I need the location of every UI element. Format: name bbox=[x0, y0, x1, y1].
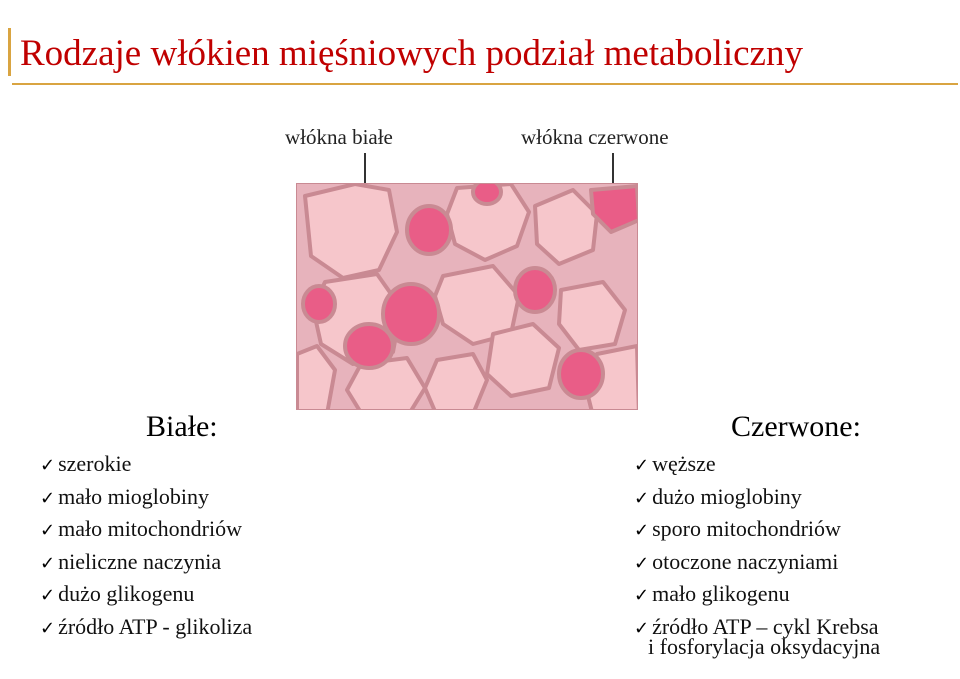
list-item-text: otoczone naczyniami bbox=[652, 548, 839, 574]
title-accent-bar bbox=[8, 28, 11, 76]
check-icon: ✓ bbox=[40, 455, 56, 476]
list-item-text: mało glikogenu bbox=[652, 581, 790, 606]
check-icon: ✓ bbox=[40, 617, 56, 639]
list-item bbox=[634, 579, 879, 612]
check-icon: ✓ bbox=[40, 552, 56, 574]
list-item bbox=[634, 449, 879, 482]
list-item bbox=[634, 514, 879, 547]
list-item-text: mało mioglobiny bbox=[58, 483, 210, 509]
check-icon: ✓ bbox=[40, 487, 56, 509]
list-item bbox=[634, 482, 879, 515]
list-item-text: mało mitochondriów bbox=[58, 516, 243, 541]
list-item-text: węższe bbox=[652, 451, 716, 476]
check-icon: ✓ bbox=[634, 552, 650, 574]
red-fibers-list bbox=[634, 449, 879, 644]
label-red-fibers: włókna czerwone bbox=[521, 125, 669, 149]
check-icon: ✓ bbox=[40, 585, 56, 606]
check-icon: ✓ bbox=[40, 520, 56, 541]
list-item bbox=[40, 449, 252, 482]
list-item-text: źródło ATP – cykl Krebsa bbox=[652, 613, 879, 639]
check-icon: ✓ bbox=[634, 617, 650, 639]
muscle-fiber-micrograph bbox=[296, 183, 638, 410]
white-fibers-list bbox=[40, 449, 252, 644]
label-white-fibers: włókna białe bbox=[285, 125, 393, 149]
red-fibers-continuation: i fosforylacja oksydacyjna bbox=[648, 634, 881, 659]
list-item-text: sporo mitochondriów bbox=[652, 516, 841, 541]
white-fibers-heading: Białe: bbox=[146, 410, 218, 443]
list-item-text: szerokie bbox=[58, 451, 132, 476]
check-icon: ✓ bbox=[634, 585, 650, 606]
check-icon: ✓ bbox=[634, 487, 650, 509]
list-item bbox=[634, 547, 879, 580]
red-fibers-heading: Czerwone: bbox=[731, 410, 861, 443]
list-item-text: dużo glikogenu bbox=[58, 581, 195, 606]
list-item bbox=[40, 612, 252, 645]
check-icon: ✓ bbox=[634, 455, 650, 476]
check-icon: ✓ bbox=[634, 520, 650, 541]
list-item bbox=[40, 547, 252, 580]
list-item bbox=[40, 482, 252, 515]
list-item bbox=[40, 514, 252, 547]
list-item-text: nieliczne naczynia bbox=[58, 548, 222, 574]
title-underline bbox=[12, 83, 958, 85]
list-item-text: źródło ATP - glikoliza bbox=[58, 613, 253, 639]
list-item-text: dużo mioglobiny bbox=[652, 483, 802, 509]
page-title: Rodzaje włókien mięśniowych podział metaboliczny bbox=[20, 33, 803, 74]
list-item bbox=[40, 579, 252, 612]
